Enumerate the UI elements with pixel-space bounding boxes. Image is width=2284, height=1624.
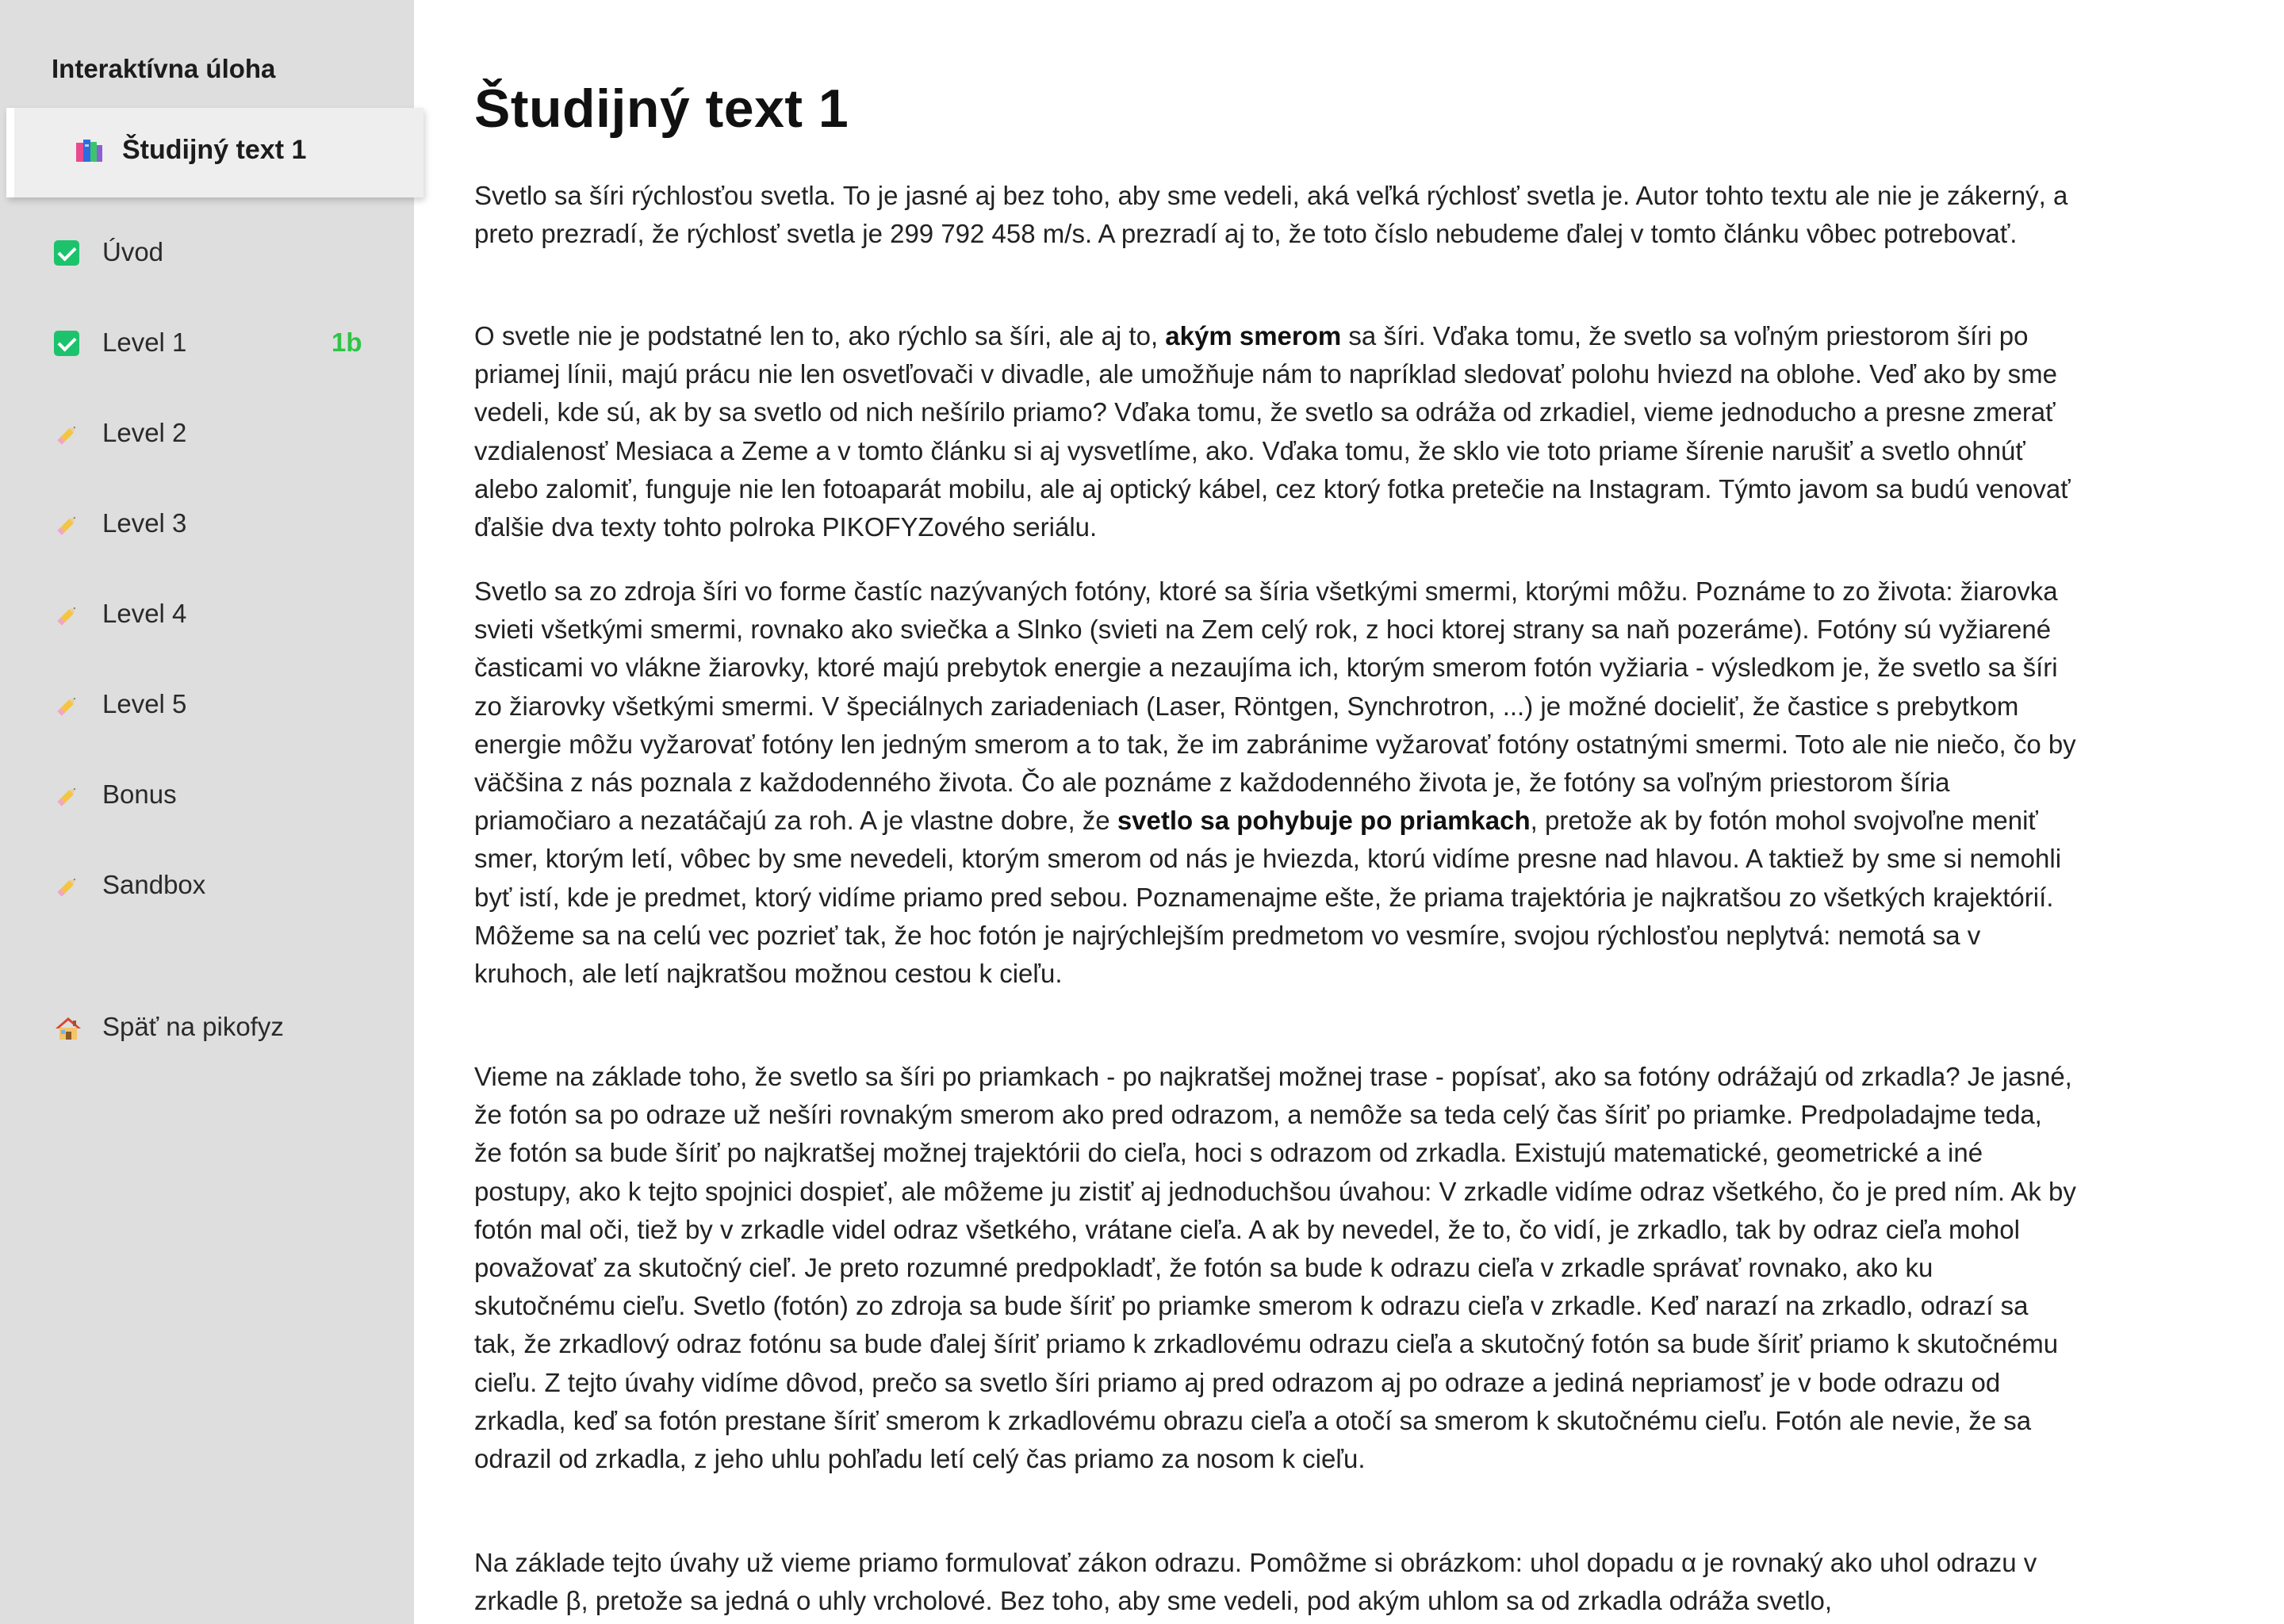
pencil-icon <box>54 602 81 633</box>
paragraph <box>474 573 2076 993</box>
sidebar-item-label: Bonus <box>102 779 177 809</box>
paragraph: Svetlo sa šíri rýchlosťou svetla. To je jasné aj bez toho, aby sme vedeli, aká veľká rýchlosť svetla je. Autor tohto textu ale nie je zákerný, a preto prezradí, že rýchlosť svetla je 299 792 458 m/s. A prezradí aj to, že toto číslo nebudeme ďalej v tomto článku vôbec potrebovať. <box>474 181 2068 249</box>
sidebar-item-level-1[interactable] <box>0 308 414 380</box>
sidebar-item-label: Level 1 <box>102 327 187 357</box>
back-link-label: Späť na pikofyz <box>102 1012 284 1041</box>
sidebar-item-label: Level 4 <box>102 599 187 628</box>
emphasis-text: akým smerom <box>1165 321 1342 350</box>
sidebar-item-label: Sandbox <box>102 870 206 899</box>
sidebar-title: Interaktívna úloha <box>52 54 276 83</box>
paragraph: Na základe tejto úvahy už vieme priamo formulovať zákon odrazu. Pomôžme si obrázkom: uhol dopadu α je rovnaký ako uhol odrazu v zrkadle β, pretože sa jedná o uhly vrcholové. Bez toho, aby sme vedeli, pod akým uhlom sa od zrkadla odráža svetlo, <box>474 1548 2037 1616</box>
paragraph <box>474 317 2076 546</box>
page-title: Študijný text 1 <box>474 79 849 139</box>
sidebar-item-label: Level 5 <box>102 689 187 718</box>
pencil-icon <box>54 421 81 452</box>
pencil-icon <box>54 511 81 542</box>
sidebar-item-level-5[interactable] <box>0 670 414 741</box>
sidebar-item-bonus[interactable] <box>0 760 414 832</box>
sidebar-item-level-3[interactable] <box>0 489 414 561</box>
house-icon <box>54 1015 82 1046</box>
sidebar <box>0 0 414 1624</box>
sidebar-item-label: Level 2 <box>102 418 187 447</box>
sidebar-item-study-text-1[interactable] <box>6 108 423 197</box>
checkbox-checked-icon <box>54 331 79 356</box>
sidebar-item-level-4[interactable] <box>0 580 414 651</box>
points-badge: 1b <box>331 327 362 357</box>
sidebar-item-uvod[interactable] <box>0 218 414 289</box>
pencil-icon <box>54 873 81 904</box>
paragraph: Vieme na základe toho, že svetlo sa šíri po priamkach - po najkratšej možnej trase - popísať, ako sa fotóny odrážajú od zrkadla? Je jasné, že fotón sa po odraze už nešíri rovnakým smerom ako pred odrazom, a nemôže sa teda celý čas šíriť po priamke. Predpoladajme teda, že fotón sa bude šíriť po najkratšej možnej trajektórii do cieľa, hoci s odrazom od zrkadla. Existujú matematické, geometrické a iné postupy, ako k tejto spojnici dospieť, ale môžeme ju zistiť aj jednoduchšou úvahou: V zrkadle vidíme odraz všetkého, čo je pred ním. Ak by fotón mal oči, tiež by v zrkadle videl odraz všetkého, vrátane cieľa. A ak by nevedel, že to, čo vidí, je zrkadlo, tak by odraz cieľa mohol považovať za skutočný cieľ. Je preto rozumné predpokladť, že fotón sa bude k odrazu cieľa v zrkadle správať rovnako, ako ku skutočnému cieľu. Svetlo (fotón) zo zdroja sa bude šíriť po priamke smerom k odrazu cieľa v zrkadle. Keď narazí na zrkadlo, odrazí sa tak, že zrkadlový odraz fotónu sa bude ďalej šíriť priamo k zrkadlovému odrazu cieľa a skutočný fotón sa bude šíriť priamo k skutočnému cieľu. Z tejto úvahy vidíme dôvod, prečo sa svetlo šíri priamo aj pred odrazom aj po odraze a jediná nepriamosť je v bode odrazu od zrkadla, keď sa fotón prestane šíriť smerom k zrkadlovému obrazu cieľa a otočí sa smerom k skutočnému cieľu. Fotón ale nevie, že sa odrazil od zrkadla, z jeho uhlu pohľadu letí celý čas priamo za nosom k cieľu. <box>474 1062 2076 1474</box>
sidebar-item-label: Úvod <box>102 237 164 266</box>
pencil-icon <box>54 783 81 814</box>
sidebar-item-sandbox[interactable] <box>0 851 414 922</box>
books-icon <box>75 138 105 169</box>
paragraph-text: , pretože ak by fotón mohol svojvoľne meniť smer, ktorým letí, vôbec by sme nevedeli, ktorým smerom od nás je hviezda, ktorú vidíme presne nad hlavou. A taktiež by sme si nemohli byť istí, kde je predmet, ktorý vidíme priamo pred sebou. Poznamenajme ešte, že priama trajektória je najkratšou zo všetkých krajektórií. Môžeme sa na celú vec pozrieť tak, že hoc fotón je najrýchlejším predmetom vo vesmíre, svojou rýchlosťou neplytvá: nemotá sa v kruhoch, ale letí najkratšou možnou cestou k cieľu. <box>474 806 2062 989</box>
back-to-pikofyz-link[interactable] <box>0 993 414 1064</box>
sidebar-item-label: Level 3 <box>102 508 187 538</box>
checkbox-checked-icon <box>54 240 79 266</box>
sidebar-item-label: Študijný text 1 <box>122 135 307 165</box>
paragraph-text: O svetle nie je podstatné len to, ako rýchlo sa šíri, ale aj to, <box>474 321 1166 350</box>
sidebar-item-level-2[interactable] <box>0 399 414 470</box>
pencil-icon <box>54 692 81 723</box>
emphasis-text: svetlo sa pohybuje po priamkach <box>1117 806 1531 836</box>
paragraph-text: Svetlo sa zo zdroja šíri vo forme častíc nazývaných fotóny, ktoré sa šíria všetkými smermi, ktorými môžu. Poznáme to zo života: žiarovka svieti všetkými smermi, rovnako ako sviečka a Slnko (svieti na Zem celý rok, z hoci ktorej strany sa naň pozeráme). Fotóny sú vyžiarené časticami vo vlákne žiarovky, ktoré majú prebytok energie a nezaujíma ich, ktorým smerom fotón vyžiaria - výsledkom je, že svetlo sa šíri zo žiarovky všetkými smermi. V špeciálnych zariadeniach (Laser, Röntgen, Synchrotron, ...) je možné docieliť, že častice s prebytkom energie môžu vyžarovať fotóny len jedným smerom a to tak, že im zabránime vyžarovať fotóny ostatnými smermi. Toto ale nie niečo, čo by väčšina z nás poznala z každodenného života. Čo ale poznáme z každodenného života je, že fotóny sa voľným priestorom šíria priamočiaro a nezatáčajú za roh. A je vlastne dobre, že <box>474 576 2076 836</box>
paragraph-text: sa šíri. Vďaka tomu, že svetlo sa voľným priestorom šíri po priamej línii, majú prácu nie len osvetľovači v divadle, ale umožňuje nám to napríklad sledovať polohu hviezd na oblohe. Veď ako by sme vedeli, kde sú, ak by sa svetlo od nich nešírilo priamo? Vďaka tomu, že svetlo sa odráža od zrkadiel, vieme jednoducho a presne zmerať vzdialenosť Mesiaca a Zeme a v tomto článku si aj vysvetlíme, ako. Vďaka tomu, že sklo vie toto priame šírenie narušiť a svetlo ohnúť alebo zalomiť, funguje nie len fotoaparát mobilu, ale aj optický kábel, cez ktorý fotka pretečie na Instagram. Týmto javom sa budú venovať ďalšie dva texty tohto polroka PIKOFYZového seriálu. <box>474 321 2071 542</box>
